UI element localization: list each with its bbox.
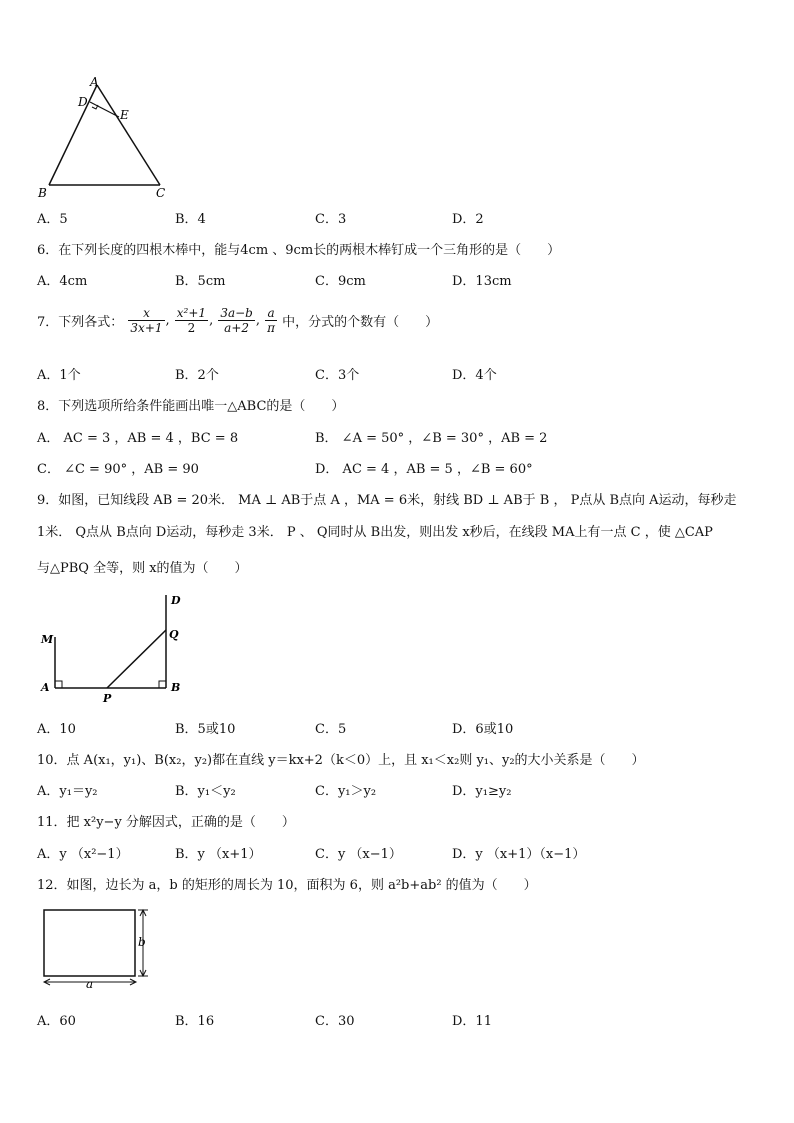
fraction-2: $\frac{\text{x²+1}}{2}$ [176,306,207,335]
q7-suffix: 中，分式的个数有（ ） [282,315,439,330]
q7-option-a: A．1个 [37,368,81,383]
q5-option-b: B．4 [175,212,206,227]
q7-option-b: B．2个 [175,368,219,383]
q9-option-a: A．10 [37,722,76,737]
q12-option-b: B．16 [175,1014,215,1029]
fraction-4: $\frac{a}{\pi}$ [267,306,276,335]
q11-option-b: B．y （x+1） [175,847,262,862]
q9-stem-line1: 9．如图，已知线段 AB = 20米． MA ⊥ AB于点 A ，MA = 6米，射线 BD ⊥ AB于 B ， P点从 B点向 A运动，每秒走 [37,493,737,508]
q11-option-d: D．y （x+1）（x−1） [452,847,586,862]
q7-prefix: 7．下列各式： [37,315,124,330]
q7-stem: 7．下列各式： $\frac{x}{3x+1}$ , $\frac{\text{x²+1}}{2}$ , $\frac{3a-b}{a+2}$ , $\frac{a}{\pi}$ 中，分式的个数有（ ） [37,306,439,335]
label-D: D [171,594,181,607]
q11-stem: 11．把 x²y−y 分解因式，正确的是（ ） [37,815,295,830]
q6-stem: 6．在下列长度的四根木棒中，能与4cm 、9cm长的两根木棒钉成一个三角形的是（ ） [37,243,561,258]
q9-stem-line2: 1米． Q点从 B点向 D运动，每秒走 3米． P 、 Q同时从 B出发，则出发 x秒后，在线段 MA上有一点 C ，使 △CAP [37,525,713,540]
label-D: D [78,95,88,109]
q5-option-d: D．2 [452,212,484,227]
q8-stem: 8．下列选项所给条件能画出唯一△ABC的是（ ） [37,399,345,414]
q9-option-b: B．5或10 [175,722,236,737]
q6-option-c: C．9cm [315,274,366,289]
label-Q: Q [169,628,179,641]
q12-stem: 12．如图，边长为 a，b 的矩形的周长为 10，面积为 6，则 a²b+ab² 的值为（ ） [37,878,537,893]
q10-option-d: D．y₁≥y₂ [452,784,512,799]
q8-option-d: D． AC = 4 ，AB = 5 ，∠B = 60° [315,462,533,477]
fraction-1: $\frac{x}{3x+1}$ [130,306,163,335]
q7-option-d: D．4个 [452,368,497,383]
q6-option-a: A．4cm [37,274,88,289]
q9-stem-line3: 与△PBQ 全等，则 x的值为（ ） [37,561,248,576]
q6-option-d: D．13cm [452,274,512,289]
q6-option-b: B．5cm [175,274,226,289]
q10-stem: 10．点 A(x₁，y₁)、B(x₂，y₂)都在直线 y＝kx+2（k＜0）上，且 x₁＜x₂则 y₁、y₂的大小关系是（ ） [37,753,645,768]
label-E: E [120,108,129,122]
q10-option-b: B．y₁＜y₂ [175,784,236,799]
label-M: M [41,633,54,646]
label-P: P [103,692,112,705]
fraction-3: $\frac{3a-b}{a+2}$ [220,306,253,335]
q11-option-c: C．y （x−1） [315,847,402,862]
label-A: A [41,681,50,694]
q10-option-c: C．y₁＞y₂ [315,784,377,799]
label-B: B [171,681,181,694]
q10-option-a: A．y₁＝y₂ [37,784,98,799]
q7-option-c: C．3个 [315,368,360,383]
q9-option-c: C．5 [315,722,347,737]
label-b: b [138,935,146,949]
q12-option-a: A．60 [37,1014,76,1029]
rectangle-figure [38,904,158,992]
triangle-figure [30,72,180,202]
q9-option-d: D．6或10 [452,722,514,737]
label-C: C [156,186,166,200]
label-a: a [86,977,94,991]
label-A: A [90,75,99,89]
segment-figure [35,590,195,705]
q5-option-c: C．3 [315,212,347,227]
q12-option-d: D．11 [452,1014,492,1029]
q5-option-a: A．5 [37,212,68,227]
q12-option-c: C．30 [315,1014,355,1029]
q8-option-c: C． ∠C = 90° ，AB = 90 [37,462,199,477]
q8-option-a: A． AC = 3 ，AB = 4 ，BC = 8 [37,431,239,446]
q11-option-a: A．y （x²−1） [37,847,129,862]
q8-option-b: B． ∠A = 50° ，∠B = 30° ，AB = 2 [315,431,548,446]
label-B: B [38,186,47,200]
